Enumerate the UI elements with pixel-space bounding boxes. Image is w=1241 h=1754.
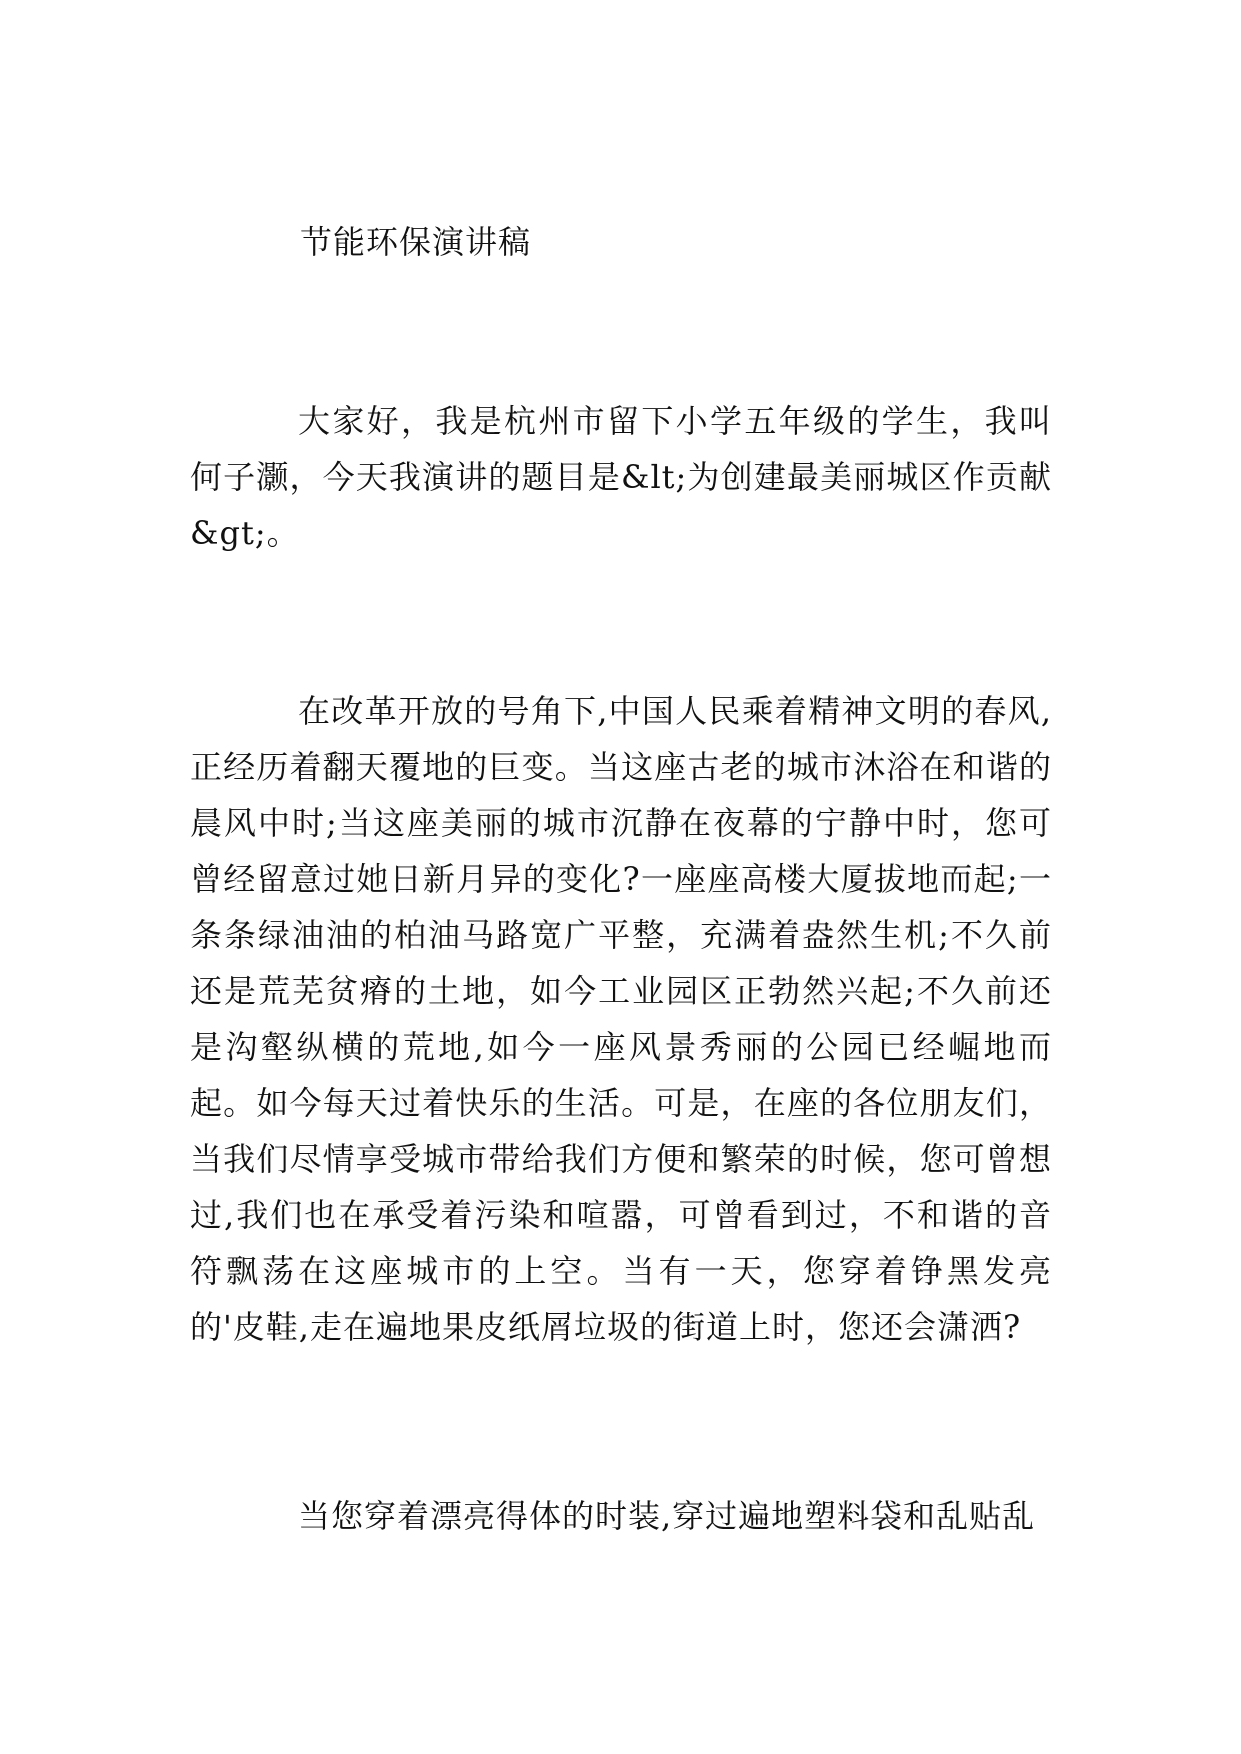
paragraph-greeting: 大家好，我是杭州市留下小学五年级的学生，我叫何子灏，今天我演讲的题目是&lt;为创建最美丽城区作贡献&gt;。	[190, 402, 1052, 552]
paragraph-continuation: 当您穿着漂亮得体的时装,穿过遍地塑料袋和乱贴乱	[298, 1497, 1036, 1535]
document-title: 节能环保演讲稿	[300, 223, 532, 261]
paragraph-city-changes: 在改革开放的号角下,中国人民乘着精神文明的春风,正经历着翻天覆地的巨变。当这座古老的城市沐浴在和谐的晨风中时;当这座美丽的城市沉静在夜幕的宁静中时，您可曾经留意过她日新月异的变化?一座座高楼大厦拔地而起;一条条绿油油的柏油马路宽广平整，充满着盎然生机;不久前还是荒芜贫瘠的土地，如今工业园区正勃然兴起;不久前还是沟壑纵横的荒地,如今一座风景秀丽的公园已经崛地而起。如今每天过着快乐的生活。可是，在座的各位朋友们，当我们尽情享受城市带给我们方便和繁荣的时候，您可曾想过,我们也在承受着污染和喧嚣，可曾看到过，不和谐的音符飘荡在这座城市的上空。当有一天，您穿着铮黑发亮的'皮鞋,走在遍地果皮纸屑垃圾的街道上时，您还会潇洒?	[190, 692, 1052, 1346]
